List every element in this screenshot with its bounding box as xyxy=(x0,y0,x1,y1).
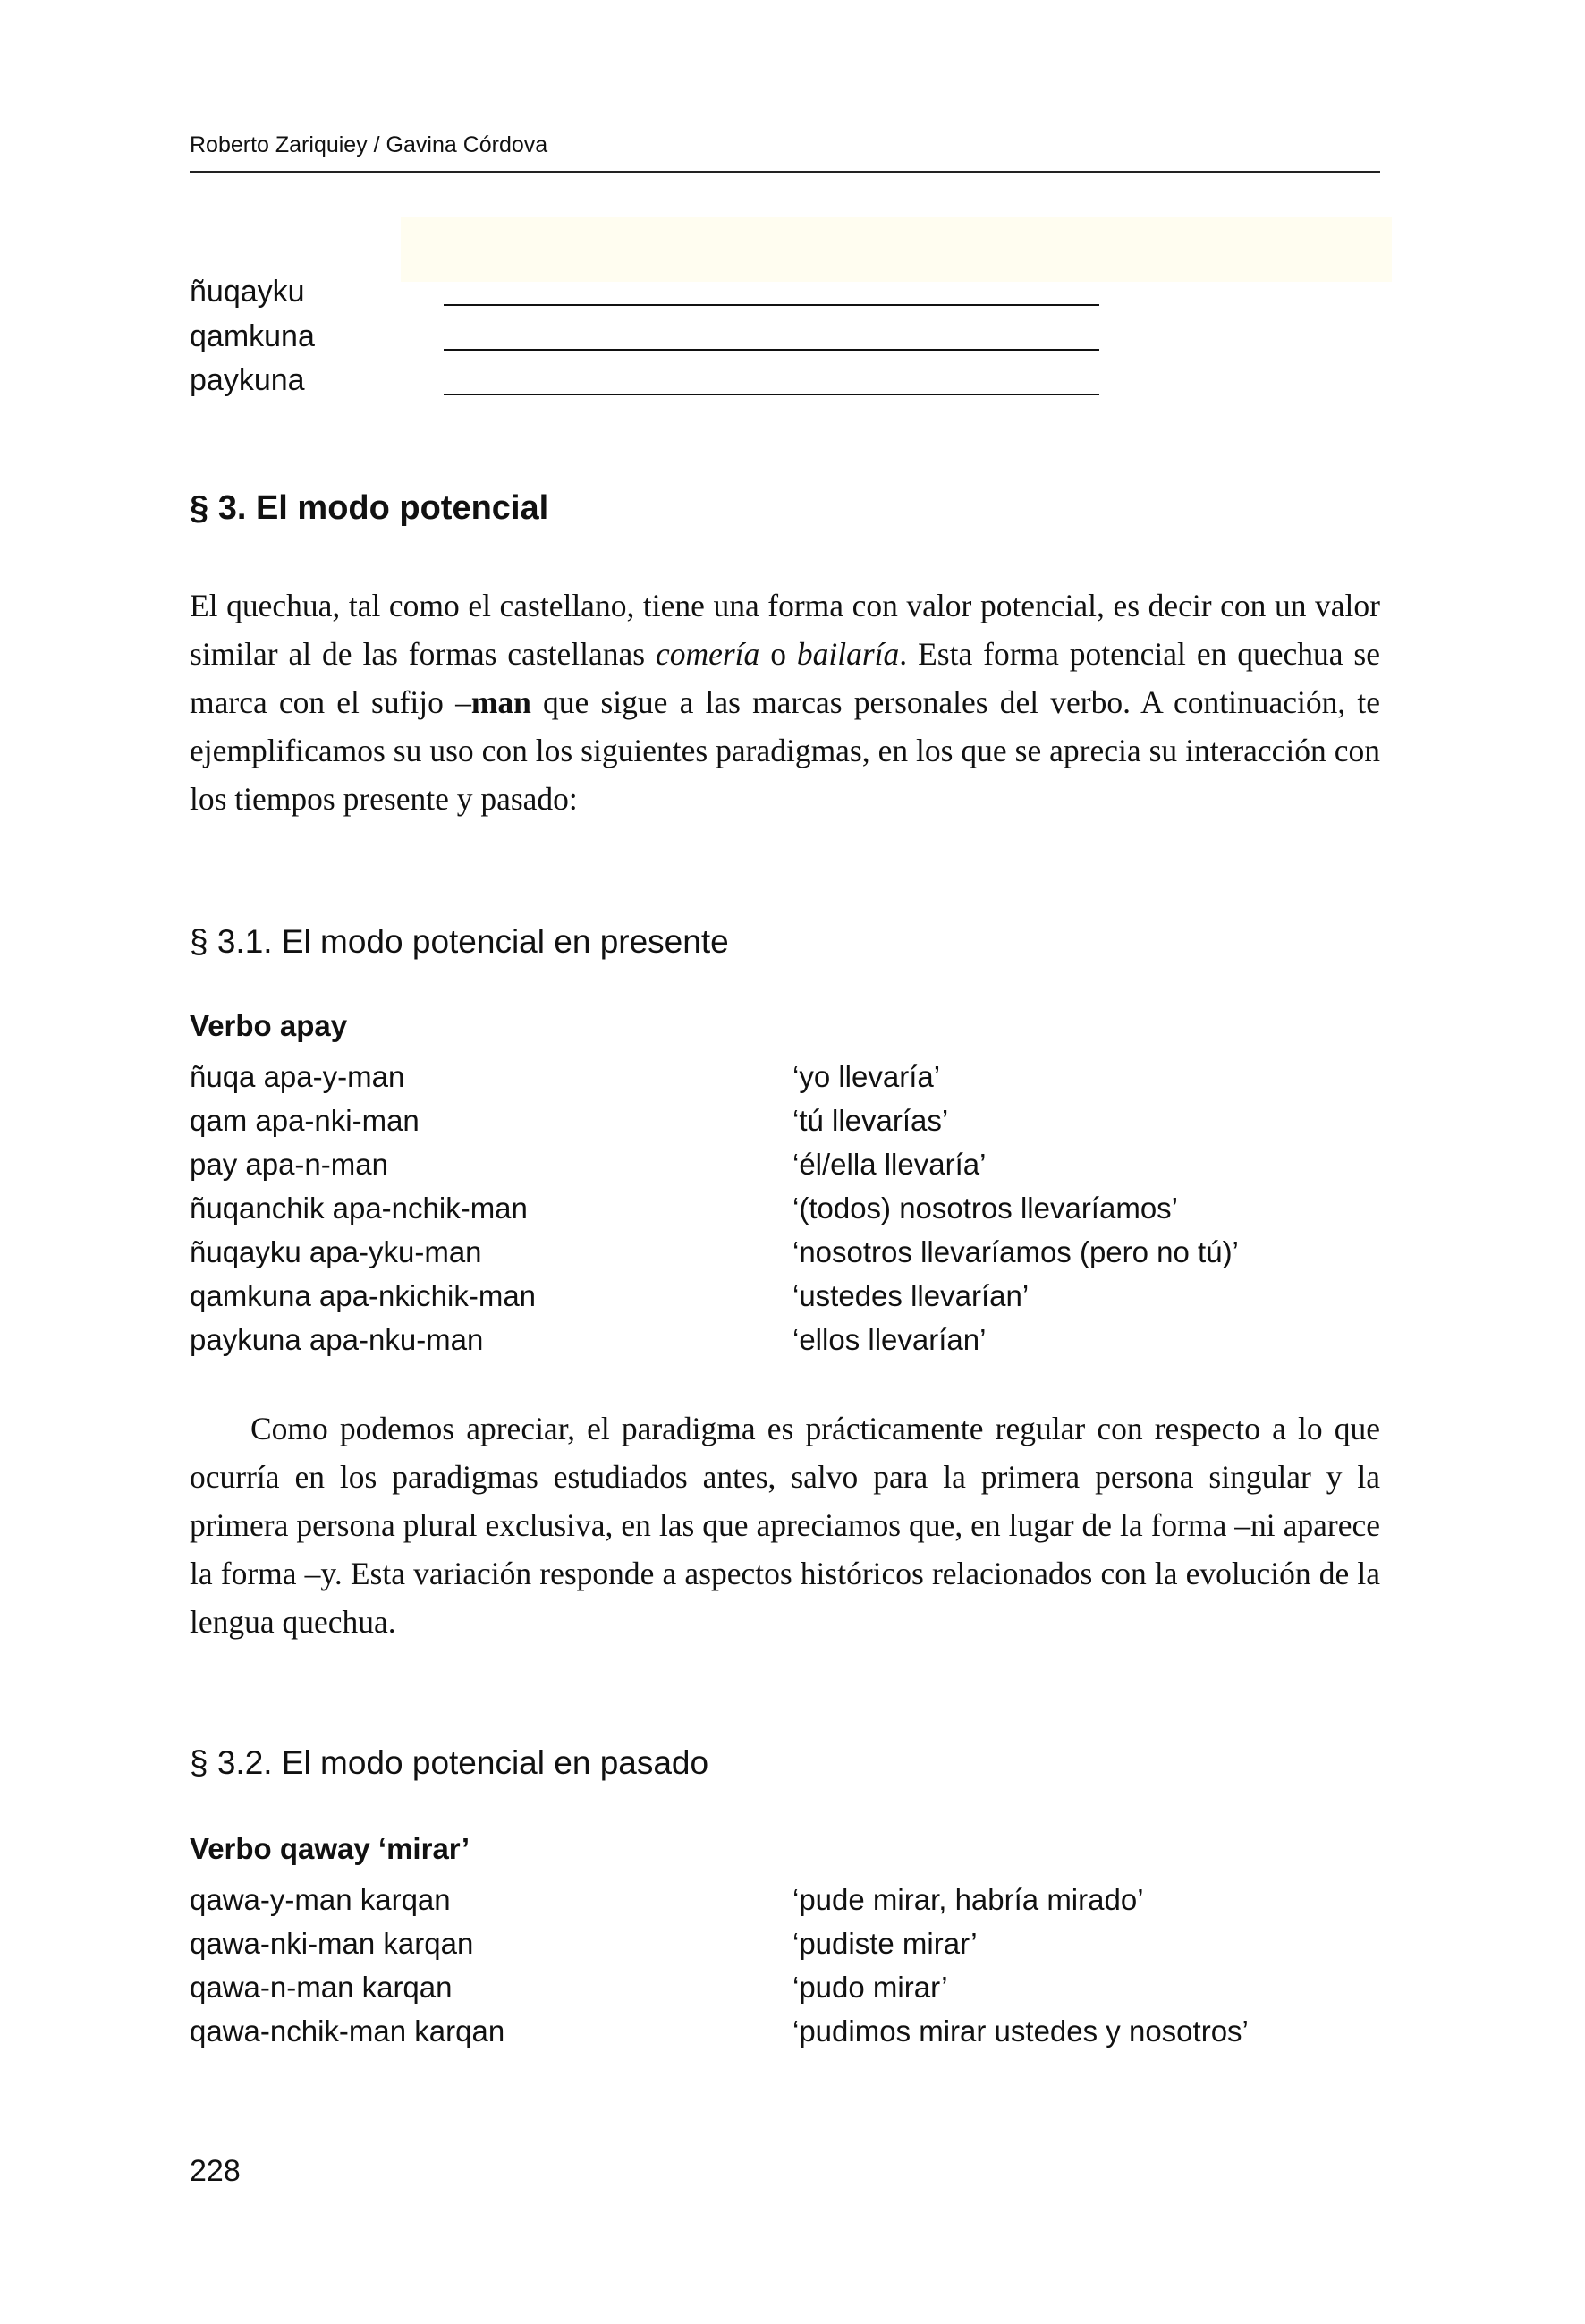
paradigm-form: qam apa-nki-man xyxy=(190,1104,420,1137)
paradigm-form: ñuqayku apa-yku-man xyxy=(190,1235,482,1268)
paradigm-gloss: ‘él/ella llevaría’ xyxy=(792,1148,987,1181)
running-head: Roberto Zariquiey / Gavina Córdova xyxy=(190,132,548,157)
paradigm-gloss: ‘yo llevaría’ xyxy=(792,1060,941,1093)
paradigm-form: qawa-nchik-man karqan xyxy=(190,2014,505,2048)
blank-label-1: ñuqayku xyxy=(190,275,305,309)
paradigm-form: qawa-nki-man karqan xyxy=(190,1927,474,1960)
blank-label-3: paykuna xyxy=(190,363,305,397)
paradigm-form: qawa-y-man karqan xyxy=(190,1883,451,1916)
section-3-1-paragraph: Como podemos apreciar, el paradigma es prácticamente regular con respecto a lo que ocurría en los paradigmas estudiados antes, salvo para la primera persona singular y la primera persona plural exclusiva, en las que apreciamos que, en lugar de la forma –ni aparece la forma –y. Esta variación responde a aspectos históricos relacionados con la evolución de la lengua quechua. xyxy=(190,1411,1380,1640)
paradigm-gloss: ‘tú llevarías’ xyxy=(792,1104,949,1137)
paradigm-form: ñuqanchik apa-nchik-man xyxy=(190,1192,528,1225)
paradigm-gloss: ‘pudiste mirar’ xyxy=(792,1927,978,1960)
paradigm-form: ñuqa apa-y-man xyxy=(190,1060,405,1093)
page-number: 228 xyxy=(190,2154,241,2188)
highlight-band xyxy=(401,217,1392,282)
header-rule xyxy=(190,171,1380,173)
verb-title-qaway: Verbo qaway ‘mirar’ xyxy=(190,1832,470,1865)
paradigm-form: paykuna apa-nku-man xyxy=(190,1323,484,1356)
blank-line-3 xyxy=(444,394,1099,395)
paradigm-gloss: ‘(todos) nosotros llevaríamos’ xyxy=(792,1192,1178,1225)
paradigm-gloss: ‘pudimos mirar ustedes y nosotros’ xyxy=(792,2014,1249,2048)
paradigm-gloss: ‘pudo mirar’ xyxy=(792,1971,948,2004)
verb-title-apay: Verbo apay xyxy=(190,1009,348,1042)
paradigm-form: pay apa-n-man xyxy=(190,1148,388,1181)
section-3-1-heading: § 3.1. El modo potencial en presente xyxy=(190,923,729,960)
section-3-paragraph: El quechua, tal como el castellano, tiene una forma con valor potencial, es decir con un valor similar al de las formas castellanas comería o bailaría. Esta forma potencial en quechua se marca con el sufijo –man que sigue a las marcas personales del verbo. A continuación, te ejemplificamos su uso con los siguientes paradigmas, en los que se aprecia su interacción con los tiempos presente y pasado: xyxy=(190,588,1380,817)
blank-label-2: qamkuna xyxy=(190,319,315,353)
section-3-heading: § 3. El modo potencial xyxy=(190,489,549,527)
blank-line-2 xyxy=(444,349,1099,351)
paradigm-gloss: ‘pude mirar, habría mirado’ xyxy=(792,1883,1144,1916)
paradigm-gloss: ‘ustedes llevarían’ xyxy=(792,1279,1030,1312)
paradigm-gloss: ‘nosotros llevaríamos (pero no tú)’ xyxy=(792,1235,1239,1268)
paradigm-form: qawa-n-man karqan xyxy=(190,1971,453,2004)
section-3-2-heading: § 3.2. El modo potencial en pasado xyxy=(190,1744,709,1781)
paradigm-gloss: ‘ellos llevarían’ xyxy=(792,1323,987,1356)
blank-line-1 xyxy=(444,304,1099,306)
paradigm-form: qamkuna apa-nkichik-man xyxy=(190,1279,537,1312)
